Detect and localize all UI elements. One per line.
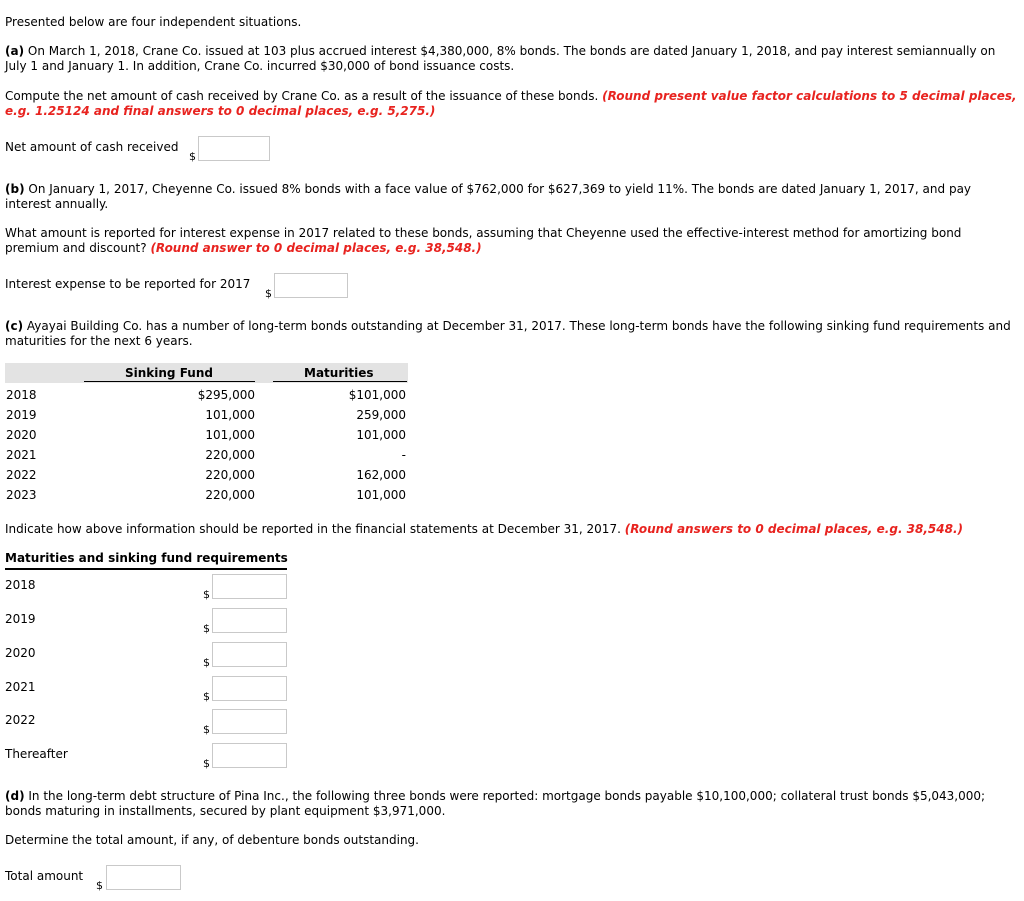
table-cell-year: 2018 — [6, 388, 37, 402]
part-c-text: Ayayai Building Co. has a number of long-term bonds outstanding at December 31, 2017. These long-term bonds have the following sinking fund requirements and maturities for the next 6 years. — [5, 319, 1011, 348]
part-a-instruction: (Round present value factor calculations to 5 decimal places, e.g. 1.25124 and final answers to 0 decimal places, e.g. 5,275.) — [5, 89, 1017, 118]
part-b-question — [5, 226, 1019, 256]
answer-row-label: 2021 — [5, 680, 36, 694]
answer-row-label: 2022 — [5, 713, 36, 727]
maturities-header-underline — [273, 381, 407, 382]
answer-currency: $ — [203, 622, 210, 635]
answer-input-2022[interactable] — [212, 709, 287, 734]
sinking-fund-header-underline — [84, 381, 255, 382]
part-b-field-label: Interest expense to be reported for 2017 — [5, 277, 251, 291]
column-header-sinking-fund: Sinking Fund — [125, 366, 213, 380]
answer-currency: $ — [203, 690, 210, 703]
answer-row-label: 2018 — [5, 578, 36, 592]
part-a-text: On March 1, 2018, Crane Co. issued at 103 plus accrued interest $4,380,000, 8% bonds. The bonds are dated January 1, 2018, and pay interest semiannually on July 1 and January 1. In addition, Crane Co. incurred $30,000 of bond issuance costs. — [5, 44, 996, 73]
table-cell-sinking: 220,000 — [205, 488, 255, 502]
interest-expense-input[interactable] — [274, 273, 348, 298]
part-a-description — [5, 44, 1019, 74]
part-b-text: On January 1, 2017, Cheyenne Co. issued 8% bonds with a face value of $762,000 for $627,369 to yield 11%. The bonds are dated January 1, 2017, and pay interest annually. — [5, 182, 972, 211]
part-b-question-text: What amount is reported for interest expense in 2017 related to these bonds, assuming that Cheyenne used the effective-interest method for amortizing bond premium and discount? — [5, 226, 962, 255]
table-cell-sinking: $295,000 — [197, 388, 255, 402]
answer-input-2019[interactable] — [212, 608, 287, 633]
part-c-instruction: (Round answers to 0 decimal places, e.g. 38,548.) — [624, 522, 964, 536]
part-b-instruction: (Round answer to 0 decimal places, e.g. 38,548.) — [150, 241, 482, 255]
answer-table-header: Maturities and sinking fund requirements — [5, 551, 288, 565]
part-a-field-label: Net amount of cash received — [5, 140, 179, 154]
table-cell-maturities: 259,000 — [356, 408, 406, 422]
table-cell-year: 2019 — [6, 408, 37, 422]
answer-row-label: 2019 — [5, 612, 36, 626]
table-cell-maturities: $101,000 — [348, 388, 406, 402]
total-amount-input[interactable] — [106, 865, 181, 890]
answer-currency: $ — [203, 757, 210, 770]
table-cell-maturities: - — [401, 448, 406, 462]
table-cell-maturities: 101,000 — [356, 428, 406, 442]
answer-input-2020[interactable] — [212, 642, 287, 667]
answer-currency: $ — [203, 723, 210, 736]
intro-text: Presented below are four independent situations. — [5, 15, 302, 29]
table-cell-year: 2023 — [6, 488, 37, 502]
table-cell-year: 2020 — [6, 428, 37, 442]
table-cell-maturities: 101,000 — [356, 488, 406, 502]
table-cell-sinking: 220,000 — [205, 448, 255, 462]
answer-input-thereafter[interactable] — [212, 743, 287, 768]
net-cash-received-input[interactable] — [198, 136, 270, 161]
answer-header-underline — [5, 568, 287, 570]
part-d-text: In the long-term debt structure of Pina Inc., the following three bonds were reported: mortgage bonds payable $10,100,000; collateral trust bonds $5,043,000; bonds maturing in installments, secured by plant equipment $3,971,000. — [5, 789, 986, 818]
part-d-currency: $ — [96, 879, 103, 892]
table-cell-year: 2022 — [6, 468, 37, 482]
table-cell-sinking: 101,000 — [205, 428, 255, 442]
part-c-question-text: Indicate how above information should be reported in the financial statements at December 31, 2017. — [5, 522, 625, 536]
part-a-question-text: Compute the net amount of cash received by Crane Co. as a result of the issuance of these bonds. — [5, 89, 603, 103]
part-a-currency: $ — [189, 150, 196, 163]
part-d-label: (d) — [5, 789, 25, 803]
table-cell-sinking: 220,000 — [205, 468, 255, 482]
answer-input-2021[interactable] — [212, 676, 287, 701]
answer-row-label: 2020 — [5, 646, 36, 660]
part-b-currency: $ — [265, 287, 272, 300]
part-d-question: Determine the total amount, if any, of debenture bonds outstanding. — [5, 833, 419, 847]
part-a-question — [5, 89, 1019, 119]
answer-currency: $ — [203, 656, 210, 669]
part-a-label: (a) — [5, 44, 25, 58]
table-cell-year: 2021 — [6, 448, 37, 462]
answer-currency: $ — [203, 588, 210, 601]
part-b-label: (b) — [5, 182, 25, 196]
table-cell-sinking: 101,000 — [205, 408, 255, 422]
answer-input-2018[interactable] — [212, 574, 287, 599]
part-b-description — [5, 182, 1019, 212]
part-c-description — [5, 319, 1019, 349]
column-header-maturities: Maturities — [304, 366, 374, 380]
part-d-field-label: Total amount — [5, 869, 84, 883]
table-cell-maturities: 162,000 — [356, 468, 406, 482]
answer-row-label: Thereafter — [5, 747, 68, 761]
part-c-question — [5, 522, 1019, 537]
part-c-label: (c) — [5, 319, 24, 333]
part-d-description — [5, 789, 1019, 819]
